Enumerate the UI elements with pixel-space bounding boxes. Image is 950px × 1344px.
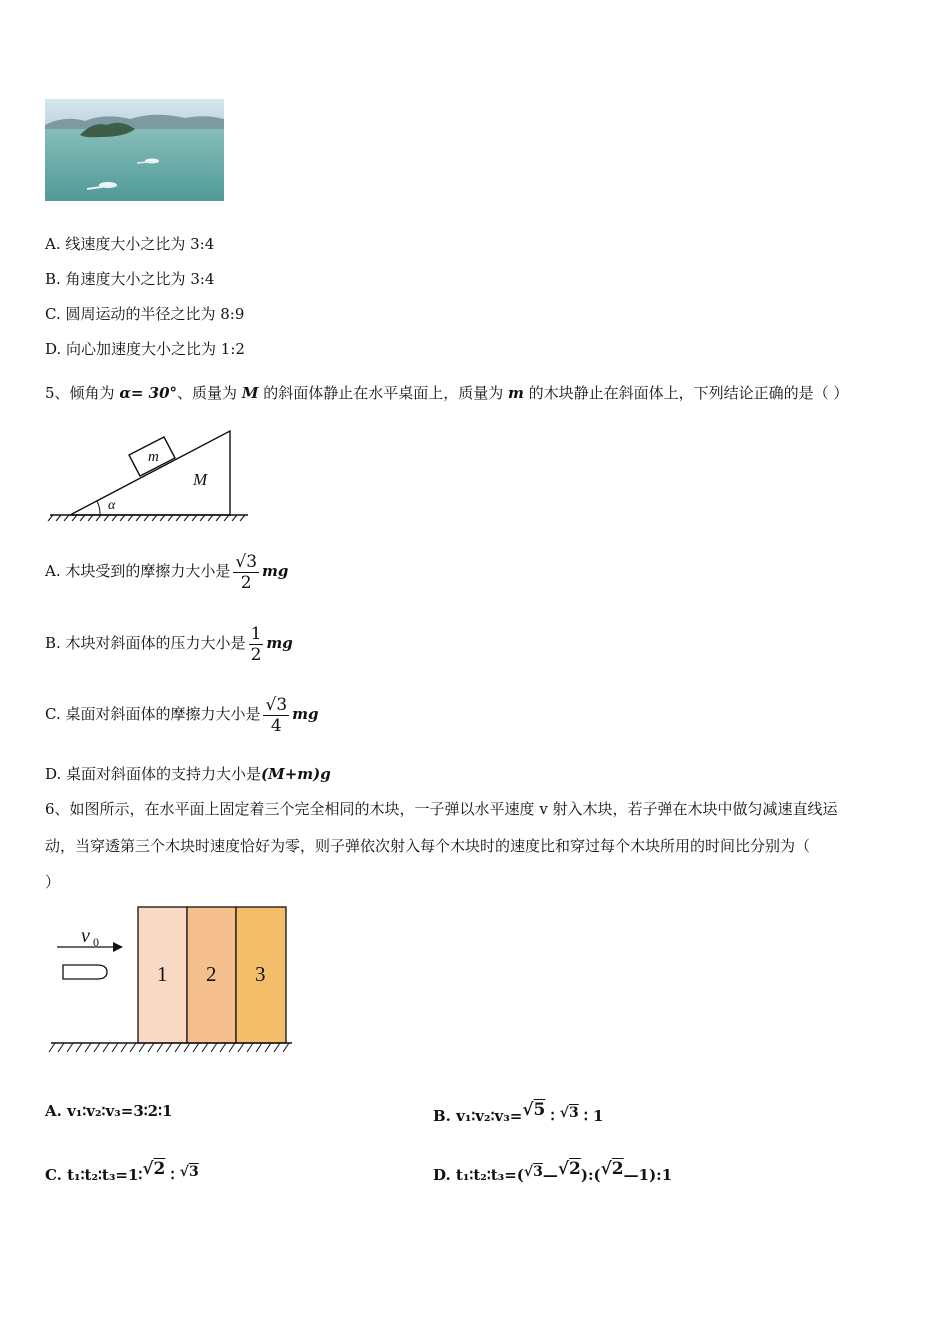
q6-option-b-root2: √3 [559,1105,579,1121]
q6-stem-line1 [45,799,838,819]
block-1-label: 1 [157,962,168,986]
q5-option-c-mg: mg [292,705,319,723]
q6-option-d-mid: ):( [580,1166,601,1184]
q6-option-b [433,1093,604,1133]
lake-photo [45,99,224,201]
q6-option-b-end: ∶ 1 [578,1107,604,1125]
q4-option-c-text: C. 圆周运动的半径之比为 8:9 [45,305,245,323]
q6-option-c-prefix: C. t₁∶t₂∶t₃=1∶ [45,1166,143,1184]
q6-option-d-root1: √3 [523,1164,543,1180]
q4-option-d-text: D. 向心加速度大小之比为 1:2 [45,340,245,358]
bullet-icon [63,965,107,979]
fig-alpha: α [108,498,116,513]
q4-option-d [45,339,245,359]
q6-option-a-text: A. v₁∶v₂∶v₃=3∶2∶1 [45,1102,173,1120]
q6-stem-line2 [45,836,810,856]
q5-m: m [507,384,524,402]
q5-option-b [45,612,293,674]
q6-stem-line1-text: 6、如图所示，在水平面上固定着三个完全相同的木块，一子弹以水平速度 v 射入木块，若子弹在木块中做匀减速直线运 [45,800,838,818]
q5-option-b-fraction: $\frac{1}{2}$ [250,623,262,665]
q4-option-c [45,304,244,324]
q5-option-d-expr: (M+m)g [261,765,331,783]
q4-option-a-text: A. 线速度大小之比为 3:4 [45,235,215,253]
q6-stem-line3 [45,872,60,892]
q6-option-d-prefix: D. t₁∶t₂∶t₃=( [433,1166,524,1184]
q5-alpha: α= 30° [119,384,178,402]
bullet-blocks-figure [45,900,295,1060]
q6-option-c [45,1152,199,1192]
q6-option-b-sep: ∶ [545,1107,560,1125]
fig-v0: v [81,925,90,947]
q6-option-b-root1: √5 [522,1100,546,1120]
q5-option-a-text: A. 木块受到的摩擦力大小是 [45,562,231,580]
q6-option-d-root2: √2 [557,1159,581,1179]
q5-option-b-mg: mg [266,634,293,652]
q5-option-c-text: C. 桌面对斜面体的摩擦力大小是 [45,705,261,723]
q6-option-d-root3: √2 [600,1159,624,1179]
q6-option-c-root2: √3 [179,1164,199,1180]
q6-stem-line2-text: 动，当穿透第三个木块时速度恰好为零，则子弹依次射入每个木块时的速度比和穿过每个木块所用的时间比分别为（ [45,837,811,855]
fig-v0-sub: 0 [93,935,99,949]
block-3-label: 3 [255,962,266,986]
q6-option-c-root1: √2 [142,1159,166,1179]
q5-option-c-fraction: $\frac{√3}{4}$ [265,694,288,736]
q5-option-a-mg: mg [262,562,289,580]
q4-option-b [45,269,214,289]
q5-stem-mid2: 的斜面体静止在水平桌面上，质量为 [258,384,508,402]
incline-figure [45,425,255,522]
q4-option-a [45,234,214,254]
q5-stem [45,383,848,403]
q5-option-d [45,764,331,784]
block-2-label: 2 [206,962,217,986]
q5-option-d-text: D. 桌面对斜面体的支持力大小是 [45,765,262,783]
q6-option-a [45,1101,172,1121]
fig-mass-M: M [193,470,208,489]
q6-option-c-sep: ∶ [165,1166,180,1184]
q5-option-a [45,540,288,602]
q5-stem-mid1: 、质量为 [177,384,242,402]
q6-stem-line3-text: ） [45,873,61,891]
q5-option-c [45,683,319,745]
fig-mass-m: m [148,449,159,465]
q5-M: M [241,384,259,402]
q4-option-b-text: B. 角速度大小之比为 3:4 [45,270,215,288]
q6-option-b-prefix: B. v₁∶v₂∶v₃= [433,1107,523,1125]
q6-option-d-end: —1):1 [623,1166,673,1184]
q6-option-d-dash: — [542,1166,558,1184]
q5-option-b-text: B. 木块对斜面体的压力大小是 [45,634,246,652]
q5-stem-end: 的木块静止在斜面体上，下列结论正确的是（ ） [523,384,849,402]
q5-stem-prefix: 5、倾角为 [45,384,120,402]
q6-option-d [433,1152,672,1192]
q5-option-a-fraction: $\frac{√3}{2}$ [235,551,258,593]
